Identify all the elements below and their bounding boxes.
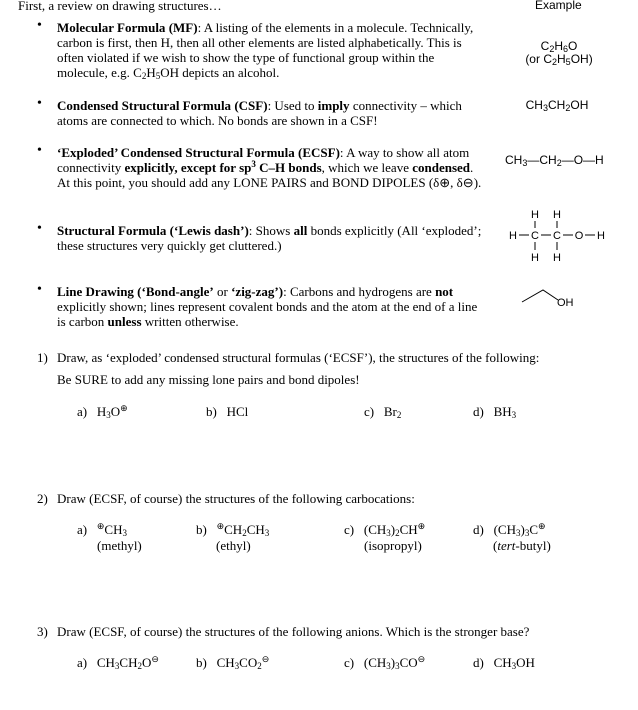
ecsf-bold: condensed — [412, 160, 471, 175]
item-formula: $CH_3CH_2O^⊖$ — [96, 654, 159, 671]
ld-bold: not — [435, 284, 454, 299]
q2-item-d — [473, 522, 551, 554]
mf-text: : A listing of the elements in a molecule. Technically, carbon is first, then H, then all other elements are listed alphabetically. This is often violated if we wish to show the type of functional group within the molecule, e.g. C — [57, 20, 474, 80]
lewis-atom-o: O — [574, 230, 584, 242]
csf-description: Condensed Structural Formula (CSF): Used to imply connectivity – which atoms are connected to which. No bonds are shown in a CSF! — [57, 98, 462, 128]
item-letter: c) — [344, 522, 355, 537]
bullet-csf: • — [37, 96, 42, 111]
q1-item-a — [77, 404, 128, 420]
q1-item-c — [364, 404, 401, 420]
mf-example-line1: $C_2H_6O$ — [540, 39, 578, 54]
item-formula: $CH_3OH$ — [493, 655, 535, 671]
lewis-atom-h-bottom-right: H — [553, 252, 561, 264]
mf-sub: 5 — [155, 71, 161, 81]
ecsf-description: ‘Exploded’ Condensed Structural Formula (ECSF): A way to show all atom connectivity explicitly, except for $sp^3$ C–H bonds, which we leave condensed. At this point, you should add any LONE PAIRS and BOND DIPOLES (δ⊕, δ⊖). — [57, 145, 482, 190]
question-3-prompt: Draw (ECSF, of course) the structures of the following anions. Which is the stronger base? — [57, 624, 530, 639]
example-column-header: Example — [535, 0, 582, 12]
mf-h: H — [146, 65, 156, 80]
ld-text: explicitly shown; lines represent covalent bonds and the atom at the end of a line is carbon — [57, 299, 478, 329]
item-name: (isopropyl) — [364, 538, 422, 553]
sf-nickname: ‘Lewis dash’ — [174, 223, 245, 238]
ecsf-example: $CH_3—CH_2—O—H$ — [505, 153, 604, 168]
ecsf-name: ‘Exploded’ Condensed Structural Formula — [57, 145, 295, 160]
q3-item-d — [473, 655, 535, 671]
csf-abbr: CSF — [238, 98, 264, 113]
zigzag-oh-label: OH — [557, 297, 574, 309]
question-1-note: Be SURE to add any missing lone pairs and bond dipoles! — [57, 372, 360, 387]
mf-example — [520, 40, 598, 66]
item-formula: $H_3O^\oplus$ — [96, 403, 128, 420]
item-letter: d) — [473, 655, 484, 670]
item-formula: $^\oplus CH_3$ — [96, 521, 127, 538]
bullet-ecsf: • — [37, 143, 42, 158]
q1-item-b — [206, 404, 248, 420]
item-formula: $Br_2$ — [383, 404, 402, 420]
ld-nickname: ‘Bond-angle’ — [141, 284, 214, 299]
q3-item-b — [196, 655, 269, 671]
sf-text: : Shows — [248, 223, 294, 238]
lewis-atom-h-left: H — [509, 230, 517, 242]
item-letter: b) — [196, 655, 207, 670]
csf-name: Condensed Structural Formula — [57, 98, 232, 113]
zigzag-bonds — [522, 290, 558, 302]
item-formula: HCl — [226, 404, 249, 419]
lewis-atom-h-right: H — [597, 230, 605, 242]
mf-sub: 2 — [141, 71, 147, 81]
item-letter: c) — [344, 655, 355, 670]
lewis-atom-h-bottom-left: H — [531, 252, 539, 264]
ld-name: Line Drawing — [57, 284, 134, 299]
item-letter: d) — [473, 522, 484, 537]
question-2-number: 2) — [37, 491, 48, 506]
mf-description: Molecular Formula (MF): A listing of the elements in a molecule. Technically, carbon is first, then H, then all other elements are listed alphabetically. This is often violated if we wish to show the type of functional group within the molecule, e.g. $C_2H_5OH$ depicts an alcohol. — [57, 20, 474, 81]
sf-text: bonds explicitly (All ‘exploded’; these structures very quickly get cluttered.) — [57, 223, 482, 253]
item-formula: $(CH_3)_3C^\oplus$ — [493, 521, 546, 538]
item-name: (tert-butyl) — [493, 538, 551, 553]
csf-text: : Used to — [267, 98, 318, 113]
mf-example-line2: (or $C_2H_5OH$) — [525, 52, 593, 67]
bullet-mf: • — [37, 18, 42, 33]
ld-nickname: ‘zig-zag’ — [231, 284, 279, 299]
question-1-prompt: Draw, as ‘exploded’ condensed structural formulas (‘ECSF’), the structures of the following: — [57, 350, 540, 365]
item-letter: a) — [77, 522, 88, 537]
ecsf-text: , which we leave — [321, 160, 413, 175]
item-letter: b) — [206, 404, 217, 419]
item-letter: d) — [473, 404, 484, 419]
ecsf-text: : A way to show all atom connectivity — [57, 145, 470, 175]
item-letter: a) — [77, 404, 88, 419]
sf-name: Structural Formula — [57, 223, 167, 238]
csf-example: $CH_3CH_2OH$ — [525, 98, 589, 113]
question-1-number: 1) — [37, 350, 48, 365]
mf-name: Molecular Formula — [57, 20, 166, 35]
csf-text: connectivity – which atoms are connected to which. No bonds are shown in a CSF! — [57, 98, 462, 128]
lewis-atom-c2: C — [553, 230, 561, 242]
ld-text: written otherwise. — [141, 314, 239, 329]
item-formula: $BH_3$ — [493, 404, 517, 420]
q2-item-a — [77, 522, 142, 554]
item-formula: $(CH_3)_3CO^⊖$ — [363, 654, 426, 671]
ecsf-bold: explicitly, except for sp — [124, 160, 252, 175]
intro-text: First, a review on drawing structures… — [18, 0, 222, 13]
q2-item-c — [344, 522, 425, 554]
q2-item-b — [196, 522, 269, 554]
zigzag-structure — [518, 286, 578, 310]
q3-item-c — [344, 655, 425, 671]
ecsf-bold: C–H bonds — [255, 160, 322, 175]
ecsf-text: . At this point, you should add any LONE PAIRS and BOND DIPOLES (δ⊕, δ⊖). — [57, 160, 482, 190]
lewis-atom-c1: C — [531, 230, 539, 242]
csf-bold: imply — [317, 98, 350, 113]
bullet-ld: • — [37, 282, 42, 297]
question-3-number: 3) — [37, 624, 48, 639]
question-2-prompt: Draw (ECSF, of course) the structures of the following carbocations: — [57, 491, 415, 506]
ecsf-abbr: ECSF — [302, 145, 336, 160]
sf-bold: all — [293, 223, 308, 238]
lewis-atom-h-top-left: H — [531, 209, 539, 221]
q1-item-d — [473, 404, 516, 420]
item-letter: b) — [196, 522, 207, 537]
ld-description: Line Drawing (‘Bond-angle’ or ‘zig-zag’): Carbons and hydrogens are not explicitly shown; lines represent covalent bonds and the atom at the end of a line is carbon unless written otherwise. — [57, 284, 478, 329]
lewis-atom-h-top-right: H — [553, 209, 561, 221]
item-formula: $^\oplus CH_2CH_3$ — [216, 521, 270, 538]
q3-item-a — [77, 655, 159, 671]
mf-end: OH depicts an alcohol. — [160, 65, 280, 80]
ecsf-sup: 3 — [251, 159, 256, 169]
item-name: (ethyl) — [216, 538, 251, 553]
item-formula: $CH_3CO_2^⊖$ — [216, 654, 270, 671]
ld-bold: unless — [107, 314, 142, 329]
item-letter: a) — [77, 655, 88, 670]
item-formula: $(CH_3)_2CH^\oplus$ — [363, 521, 426, 538]
item-letter: c) — [364, 404, 375, 419]
ld-or: or — [213, 284, 232, 299]
mf-abbr: MF — [173, 20, 194, 35]
bullet-sf: • — [37, 221, 42, 236]
lewis-structure — [500, 204, 612, 266]
sf-description: Structural Formula (‘Lewis dash’): Shows all bonds explicitly (All ‘exploded’; these structures very quickly get cluttered.) — [57, 223, 482, 253]
ld-text: : Carbons and hydrogens are — [283, 284, 436, 299]
item-name: (methyl) — [97, 538, 142, 553]
